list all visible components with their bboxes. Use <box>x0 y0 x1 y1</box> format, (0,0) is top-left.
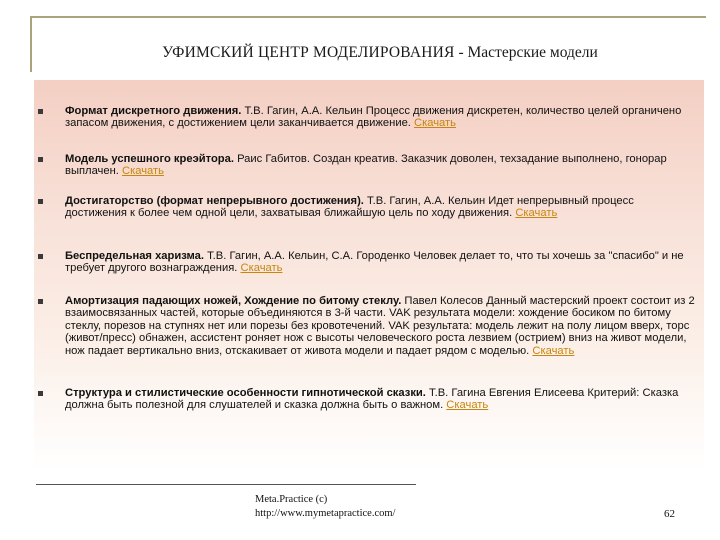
frame-top-border <box>30 16 706 18</box>
item-title: Структура и стилистические особенности гипнотической сказки. <box>65 387 426 399</box>
title-sub: - Мастерские модели <box>454 44 598 61</box>
item-description: Т.В. Гагин, А.А. Кельин Идет непрерывный процесс достижения к более чем одной цели, захватывая ближайшую цель по ходу движения. <box>65 195 634 220</box>
item-title: Достигаторство (формат непрерывного достижения). <box>65 195 364 207</box>
download-link[interactable]: Скачать <box>122 165 164 178</box>
item-title: Амортизация падающих ножей, Хождение по битому стеклу. <box>65 295 402 307</box>
title-main: УФИМСКИЙ ЦЕНТР МОДЕЛИРОВАНИЯ <box>162 44 455 61</box>
download-link[interactable]: Скачать <box>414 117 456 130</box>
item-text <box>65 250 695 275</box>
item-text <box>65 195 695 220</box>
item-text <box>65 105 695 130</box>
item-description: Павел Колесов Данный мастерский проект состоит из 2 взаимосвязанных частей, которые объединяются в 3-й части. VAK результата модели: хождение босиком по битому стеклу, порезов на ступнях нет или порезы без кровотечений. VAK результата: модель лежит на полу лицом вверх, торс (живот/пресс) обнажен, ассистент роняет нож с высоты человеческого роста лезвием (острием) вниз на живот модели, нож падает вертикально вниз, отскакивает от живота модели и падает рядом с моделью. <box>65 295 695 357</box>
footer-divider <box>36 484 416 485</box>
item-description: Т.В. Гагин, А.А. Кельин Процесс движения дискретен, количество целей органичено запасом движения, с достижением цели заканчивается движение. <box>65 105 682 130</box>
download-link[interactable]: Скачать <box>240 262 283 275</box>
item-description: Т.В. Гагина Евгения Елисеева Критерий: Сказка должна быть полезной для слушателей и сказка должна быть о важном. <box>65 387 679 412</box>
item-description: Раис Габитов. Создан креатив. Заказчик доволен, техзадание выполнено, гонорар выплачен. <box>65 153 667 178</box>
bullet-icon <box>38 254 43 259</box>
item-title: Формат дискретного движения. <box>65 105 242 117</box>
bullet-icon <box>38 199 43 204</box>
bullet-icon <box>38 109 43 114</box>
download-link[interactable]: Скачать <box>515 207 558 220</box>
download-link[interactable]: Скачать <box>446 399 489 412</box>
footer-url: http://www.mymetapractice.com/ <box>255 508 396 519</box>
bullet-icon <box>38 299 43 304</box>
footer-copyright: Meta.Practice (c) <box>255 494 328 505</box>
page-title <box>0 44 720 62</box>
item-description: Т.В. Гагин, А.А. Кельин, С.А. Городенко Человек делает то, что ты хочешь за "спасибо" и не требует другого вознаграждения. <box>65 250 684 275</box>
item-text <box>65 153 695 178</box>
page-number: 62 <box>664 508 675 520</box>
item-text <box>65 295 695 357</box>
item-text <box>65 387 695 412</box>
footer <box>255 493 395 521</box>
bullet-icon <box>38 391 43 396</box>
item-title: Беспредельная харизма. <box>65 250 204 262</box>
download-link[interactable]: Скачать <box>532 344 575 357</box>
item-title: Модель успешного креэйтора. <box>65 153 234 165</box>
bullet-icon <box>38 157 43 162</box>
